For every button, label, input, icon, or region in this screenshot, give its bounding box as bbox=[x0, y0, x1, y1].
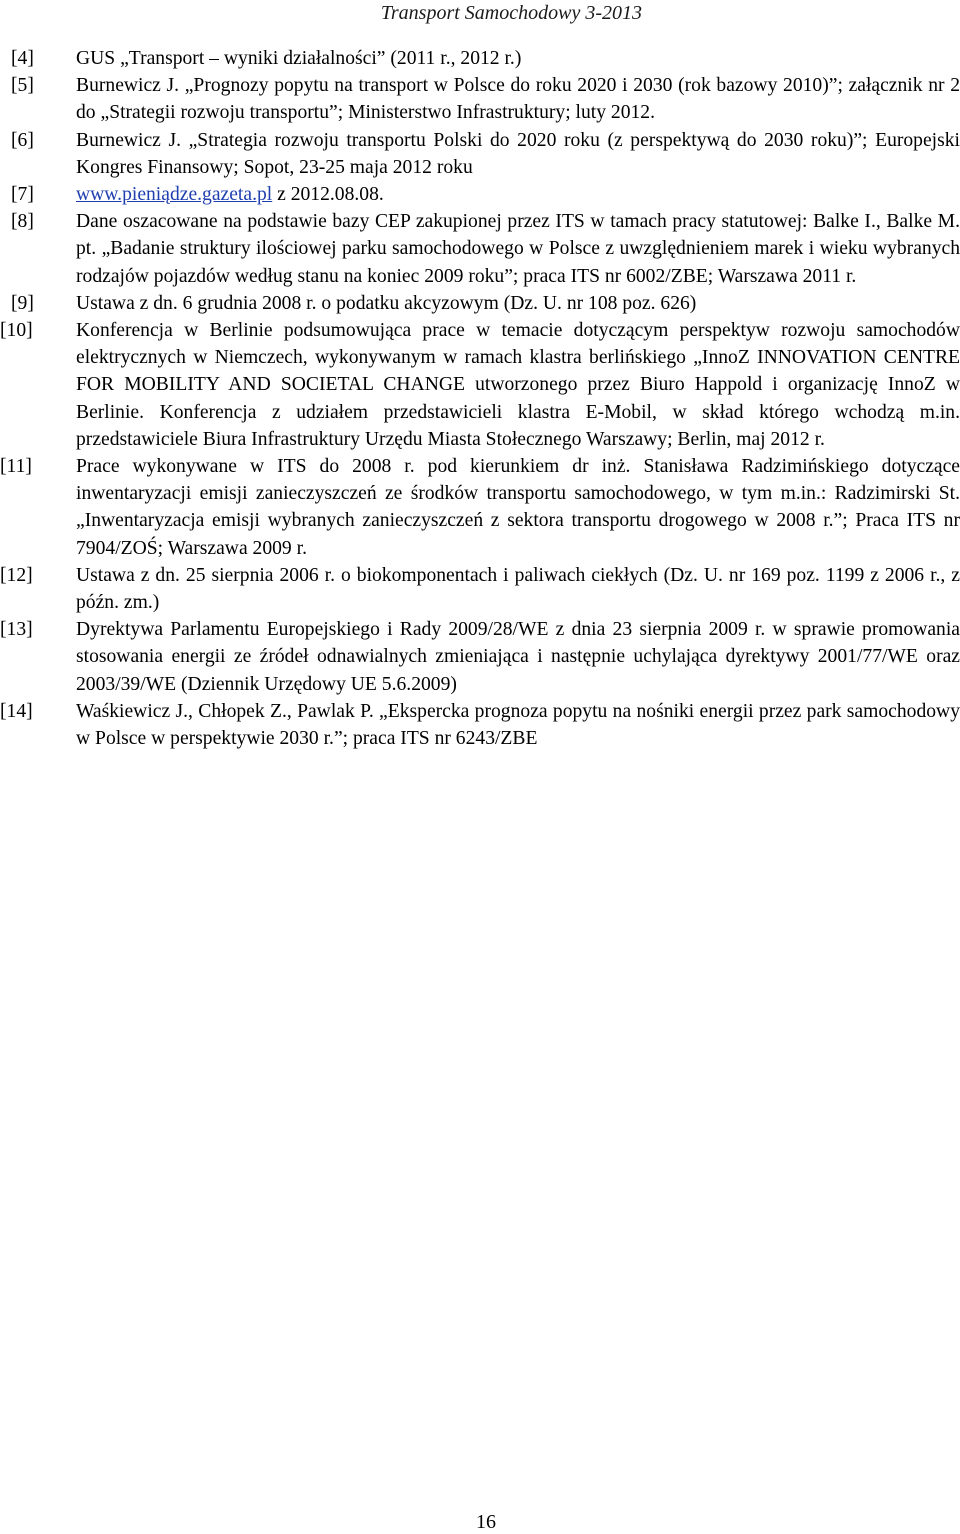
reference-item bbox=[0, 45, 960, 72]
reference-text: Prace wykonywane w ITS do 2008 r. pod kierunkiem dr inż. Stanisława Radzimińskiego dotyczące inwentaryzacji emisji zanieczyszczeń ze środków transportu samochodowego, w tym m.in.: Radzimirski St. „Inwentaryzacja emisji wybranych zanieczyszczeń z sektora transportu drogowego w 2008 r.”; Praca ITS nr 7904/ZOŚ; Warszawa 2009 r. bbox=[76, 456, 960, 559]
reference-number: [4] bbox=[11, 48, 34, 69]
reference-item bbox=[0, 208, 960, 290]
reference-item bbox=[0, 290, 960, 317]
reference-text: Dane oszacowane na podstawie bazy CEP zakupionej przez ITS w tamach pracy statutowej: Balke I., Balke M. pt. „Badanie struktury ilościowej parku samochodowego w Polsce z uwzględnieniem marek i wieku wybranych rodzajów pojazdów według stanu na koniec 2009 roku”; praca ITS nr 6002/ZBE; Warszawa 2011 r. bbox=[76, 211, 960, 287]
reference-text bbox=[76, 184, 384, 205]
reference-number: [10] bbox=[0, 320, 33, 342]
reference-text: GUS „Transport – wyniki działalności” (2011 r., 2012 r.) bbox=[76, 48, 522, 69]
reference-list bbox=[0, 45, 960, 752]
reference-text: Waśkiewicz J., Chłopek Z., Pawlak P. „Ekspercka prognoza popytu na nośniki energii przez park samochodowy w Polsce w perspektywie 2030 r.”; praca ITS nr 6243/ZBE bbox=[76, 700, 960, 750]
reference-number: [8] bbox=[11, 211, 34, 233]
reference-text: Ustawa z dn. 25 sierpnia 2006 r. o biokomponentach i paliwach ciekłych (Dz. U. nr 169 poz. 1199 z 2006 r., z późn. zm.) bbox=[76, 564, 960, 614]
reference-item bbox=[0, 562, 960, 616]
reference-number: [14] bbox=[0, 700, 33, 722]
reference-number: [9] bbox=[11, 292, 34, 314]
reference-number: [13] bbox=[0, 619, 33, 641]
reference-number: [6] bbox=[11, 129, 34, 151]
reference-item bbox=[0, 698, 960, 752]
reference-text: Konferencja w Berlinie podsumowująca prace w temacie dotyczącym perspektyw rozwoju samochodów elektrycznych w Niemczech, wykonywanym w ramach klastra berlińskiego „InnoZ INNOVATION CENTRE FOR MOBILITY AND SOCIETAL CHANGE utworzonego przez Biuro Happold i organizację InnoZ w Berlinie. Konferencja z udziałem przedstawicieli klastra E-Mobil, w skład którego wchodzą m.in. przedstawiciele Biura Infrastruktury Urzędu Miasta Stołecznego Warszawy; Berlin, maj 2012 r. bbox=[76, 320, 960, 450]
reference-text: Dyrektywa Parlamentu Europejskiego i Rady 2009/28/WE z dnia 23 sierpnia 2009 r. w sprawie promowania stosowania energii ze źródeł odnawialnych zmieniająca i następnie uchylająca dyrektywy 2001/77/WE oraz 2003/39/WE (Dziennik Urzędowy UE 5.6.2009) bbox=[76, 619, 960, 695]
running-header: Transport Samochodowy 3-2013 bbox=[380, 2, 642, 24]
reference-number: [5] bbox=[11, 75, 34, 97]
reference-number: [12] bbox=[0, 564, 33, 586]
reference-item bbox=[0, 453, 960, 562]
reference-link-suffix: z 2012.08.08. bbox=[272, 184, 384, 206]
reference-text: Burnewicz J. „Strategia rozwoju transportu Polski do 2020 roku (z perspektywą do 2030 roku)”; Europejski Kongres Finansowy; Sopot, 23-25 maja 2012 roku bbox=[76, 129, 960, 178]
page-number: 16 bbox=[476, 1511, 496, 1533]
reference-item bbox=[0, 317, 960, 453]
reference-item bbox=[0, 72, 960, 126]
reference-number: [7] bbox=[11, 184, 34, 206]
reference-link-pieniadze[interactable]: www.pieniądze.gazeta.pl bbox=[76, 184, 273, 206]
reference-text: Ustawa z dn. 6 grudnia 2008 r. o podatku akcyzowym (Dz. U. nr 108 poz. 626) bbox=[76, 292, 697, 314]
reference-item bbox=[0, 616, 960, 698]
reference-item bbox=[0, 127, 960, 181]
reference-text: Burnewicz J. „Prognozy popytu na transport w Polsce do roku 2020 i 2030 (rok bazowy 2010)”; załącznik nr 2 do „Strategii rozwoju transportu”; Ministerstwo Infrastruktury; luty 2012. bbox=[76, 75, 960, 124]
reference-number: [11] bbox=[0, 456, 32, 478]
reference-item bbox=[0, 181, 960, 208]
